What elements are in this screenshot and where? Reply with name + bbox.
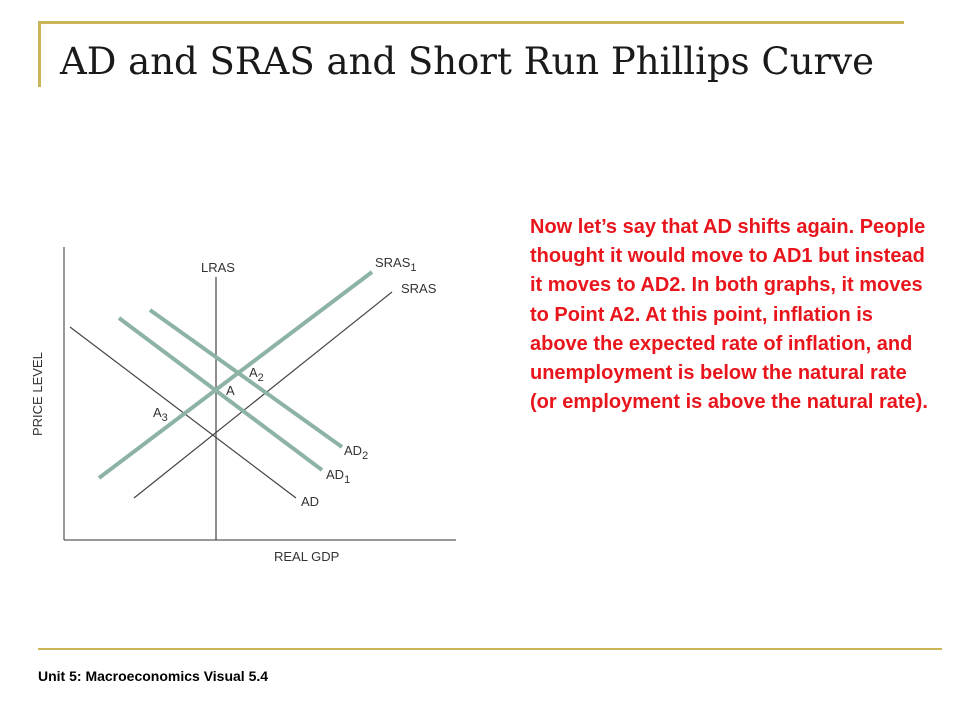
point-a3-label: $A_3$ [153, 405, 168, 424]
ad1-curve [119, 318, 322, 470]
sras1-label: $SRAS_1$ [375, 255, 417, 274]
ad2-label: $AD_2$ [344, 443, 369, 462]
explanation-text: Now let’s say that AD shifts again. People thought it would move to AD1 but instead it moves to AD2. In both graphs, it moves to Point A2. At this point, inflation is above the expected rate of inflation, and unemployment is below the natural rate (or employment is above the natural rate). [530, 216, 928, 414]
point-a2-label: $A_2$ [249, 365, 264, 384]
ad2-curve [150, 310, 342, 447]
y-axis-label: PRICE LEVEL [30, 352, 45, 436]
slide-title: AD and SRAS and Short Run Phillips Curve [60, 40, 875, 83]
point-a-label: A [226, 383, 235, 398]
sras-curve [134, 292, 392, 498]
sras-label: SRAS [401, 281, 437, 296]
lras-label: LRAS [201, 260, 235, 275]
footer-text: Unit 5: Macroeconomics Visual 5.4 [38, 668, 269, 684]
footer-rule [38, 648, 942, 650]
x-axis-label: REAL GDP [274, 549, 340, 564]
ad1-label: $AD_1$ [326, 467, 351, 486]
ad-label: AD [301, 494, 320, 509]
sras1-curve [99, 272, 372, 478]
